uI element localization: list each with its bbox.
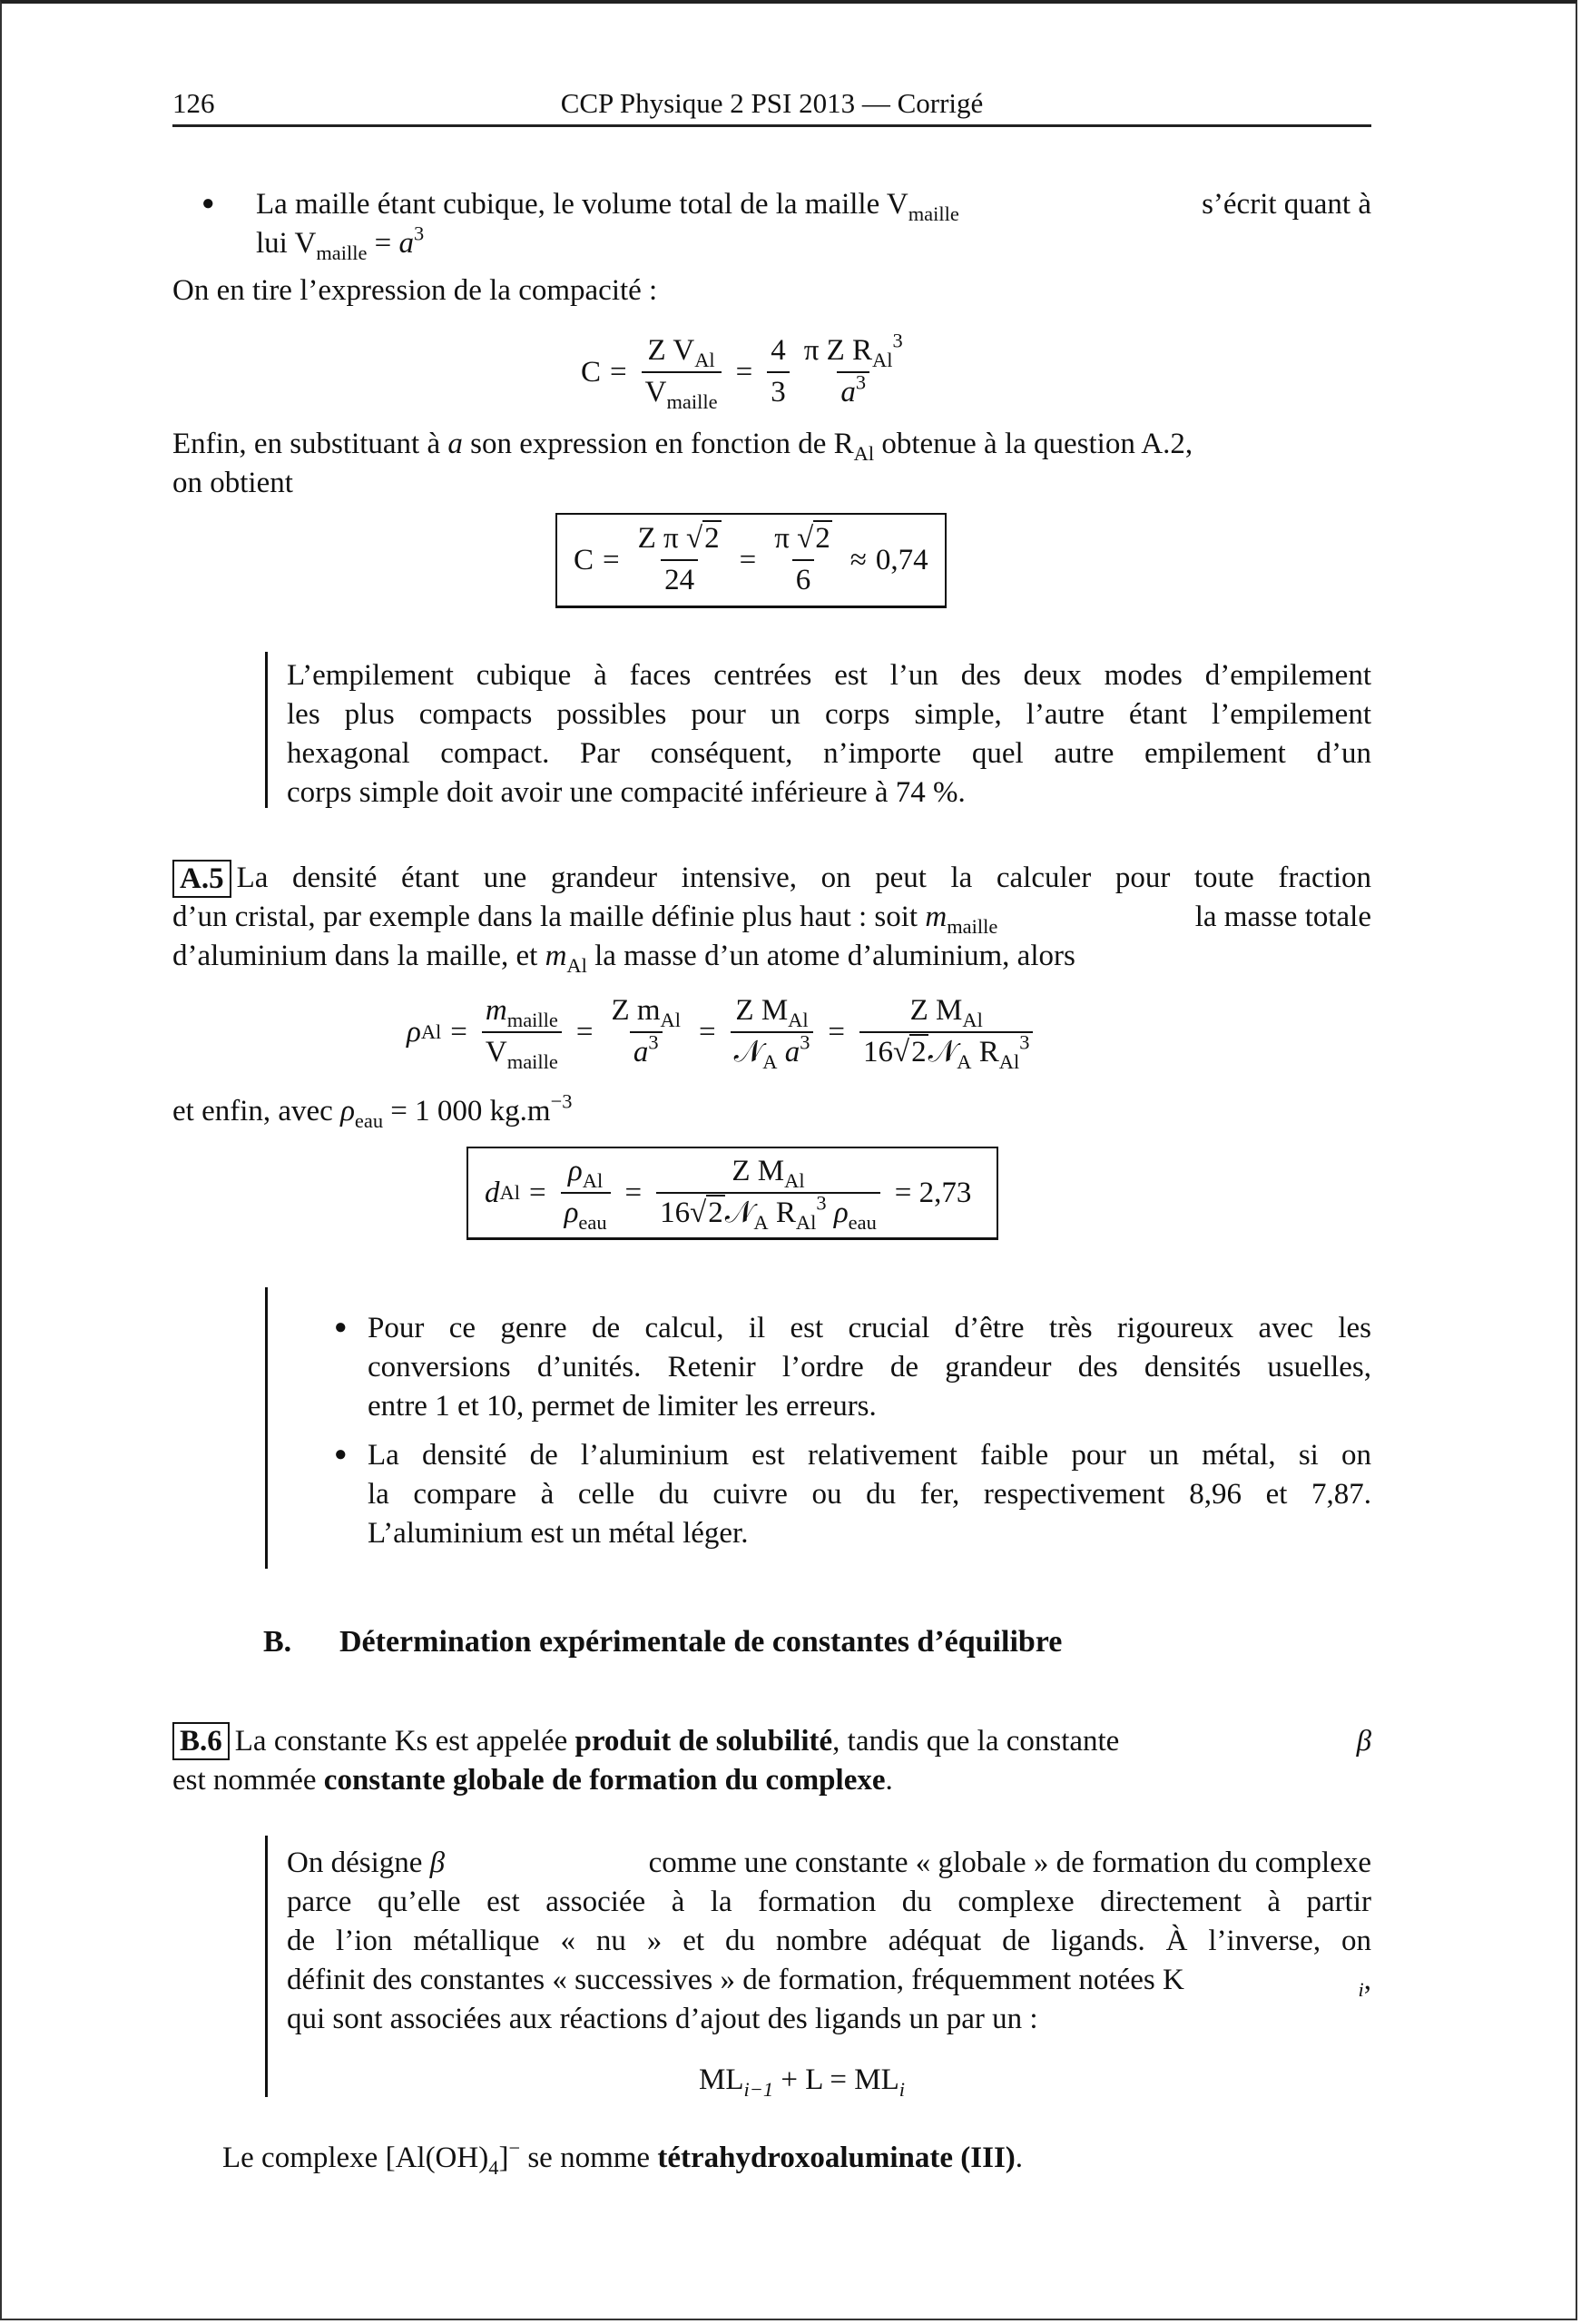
- question-a5-line3: d’aluminium dans la maille, et $m_{Al}$ la masse d’un atome d’aluminium, alors: [172, 940, 1075, 977]
- section-title: Détermination expérimentale de constantes d’équilibre: [339, 1625, 1063, 1659]
- remark-line: qui sont associées aux réactions d’ajout des ligands un par un :: [287, 2003, 1038, 2035]
- remark-sidebar-rule: [265, 652, 268, 808]
- remark-compacity: [287, 656, 1371, 812]
- remark-beta: [287, 1844, 1371, 2039]
- substitution-line2: on obtient: [172, 467, 293, 499]
- equation-density: ρ Al = $\frac{m_{maille}}{V_{maille}}$ = $\frac{Z m_{Al}}{a^3}$ = $\frac{Z M_{Al}}{𝒩_A a^3}$ = $\frac{Z M_{Al}}{16√2𝒩_A R_{Al}^3}$: [407, 982, 1038, 1082]
- remark-sidebar-rule: [265, 1287, 268, 1569]
- remark-line: hexagonal compact. Par conséquent, n’importe quel autre empilement d’un: [287, 737, 1371, 770]
- page-number: 126: [172, 87, 215, 119]
- running-title: CCP Physique 2 PSI 2013 — Corrigé: [560, 87, 984, 119]
- remark-bullet-2: [368, 1436, 1371, 1553]
- question-a5-line2: d’un cristal, par exemple dans la maille définie plus haut : soit $m_{maille}$ la masse totale: [172, 901, 1371, 938]
- remark-bullet-1: [368, 1309, 1371, 1426]
- remark-line: entre 1 et 10, permet de limiter les erreurs.: [368, 1390, 877, 1423]
- question-b6-line2: est nommée constante globale de formation du complexe.: [172, 1764, 893, 1797]
- intro-bullet-line1: La maille étant cubique, le volume total de la maille $V_{maille}$ s’écrit quant à: [256, 188, 1371, 225]
- remark-line: Pour ce genre de calcul, il est crucial d’être très rigoureux avec les: [368, 1312, 1371, 1344]
- intro-bullet-line2: lui $V_{maille} = a^3$: [256, 222, 425, 264]
- equation-successive: $ML_{i-1} + L = ML_i$: [699, 2063, 905, 2101]
- remark-line: On désigne β comme une constante « globale » de formation du complexe: [287, 1846, 1371, 1879]
- bullet-icon: ●: [334, 1315, 348, 1339]
- remark-line: parce qu’elle est associée à la formation du complexe directement à partir: [287, 1886, 1371, 1918]
- bullet-icon: ●: [201, 192, 215, 215]
- remark-line: conversions d’unités. Retenir l’ordre de grandeur des densités usuelles,: [368, 1351, 1371, 1384]
- section-number: B.: [263, 1625, 292, 1659]
- compacity-intro: On en tire l’expression de la compacité :: [172, 274, 658, 307]
- closing-line: Le complexe $[Al(OH)_4]^-$ se nomme tétrahydroxoaluminate (III).: [222, 2136, 1024, 2179]
- boxed-compacity-result: C = $\frac{\text{Z π √2}}{24}$ = $\frac{\pi √2}{6}$ ≈ 0,74: [555, 513, 947, 608]
- question-label-b6: B.6: [172, 1722, 230, 1760]
- equation-compacity: C = $\frac{Z V_{Al}}{V_{maille}}$ = $\frac{4}{3}$ $\frac{\pi Z R_{Al}^3}{a^3}$: [581, 329, 903, 413]
- remark-line: L’empilement cubique à faces centrées est l’un des deux modes d’empilement: [287, 659, 1371, 692]
- remark-line: L’aluminium est un métal léger.: [368, 1517, 749, 1550]
- substitution-line1: Enfin, en substituant à a son expression en fonction de $R_{Al}$ obtenue à la question A.2,: [172, 428, 1193, 465]
- remark-sidebar-rule: [265, 1836, 268, 2097]
- remark-line: La densité de l’aluminium est relativement faible pour un métal, si on: [368, 1439, 1371, 1472]
- remark-line: corps simple doit avoir une compacité inférieure à 74 %.: [287, 776, 966, 809]
- question-a5-line1: A.5 La densité étant une grandeur intensive, on peut la calculer pour toute fraction: [172, 859, 1371, 898]
- remark-line: de l’ion métallique « nu » et du nombre adéquat de ligands. À l’inverse, on: [287, 1925, 1371, 1957]
- remark-line: la compare à celle du cuivre ou du fer, respectivement 8,96 et 7,87.: [368, 1478, 1371, 1511]
- header-rule: [172, 124, 1371, 127]
- question-b6-line1: B.6 La constante Ks est appelée produit de solubilité, tandis que la constante β: [172, 1722, 1371, 1761]
- boxed-density-result: d Al = $\frac{\rho_{Al}}{\rho_{eau}}$ = $\frac{Z M_{Al}}{16√2𝒩_A R_{Al}^3 \rho_{eau}}$ = 2,73: [466, 1147, 998, 1240]
- bullet-icon: ●: [334, 1443, 348, 1466]
- remark-line: définit des constantes « successives » de formation, fréquemment notées K $_i$,: [287, 1964, 1371, 2001]
- rho-water-line: et enfin, avec $\rho_{eau} = 1$ 000 $kg.m^{-3}$: [172, 1089, 573, 1132]
- remark-line: les plus compacts possibles pour un corps simple, l’autre étant l’empilement: [287, 698, 1371, 731]
- question-label-a5: A.5: [172, 860, 231, 898]
